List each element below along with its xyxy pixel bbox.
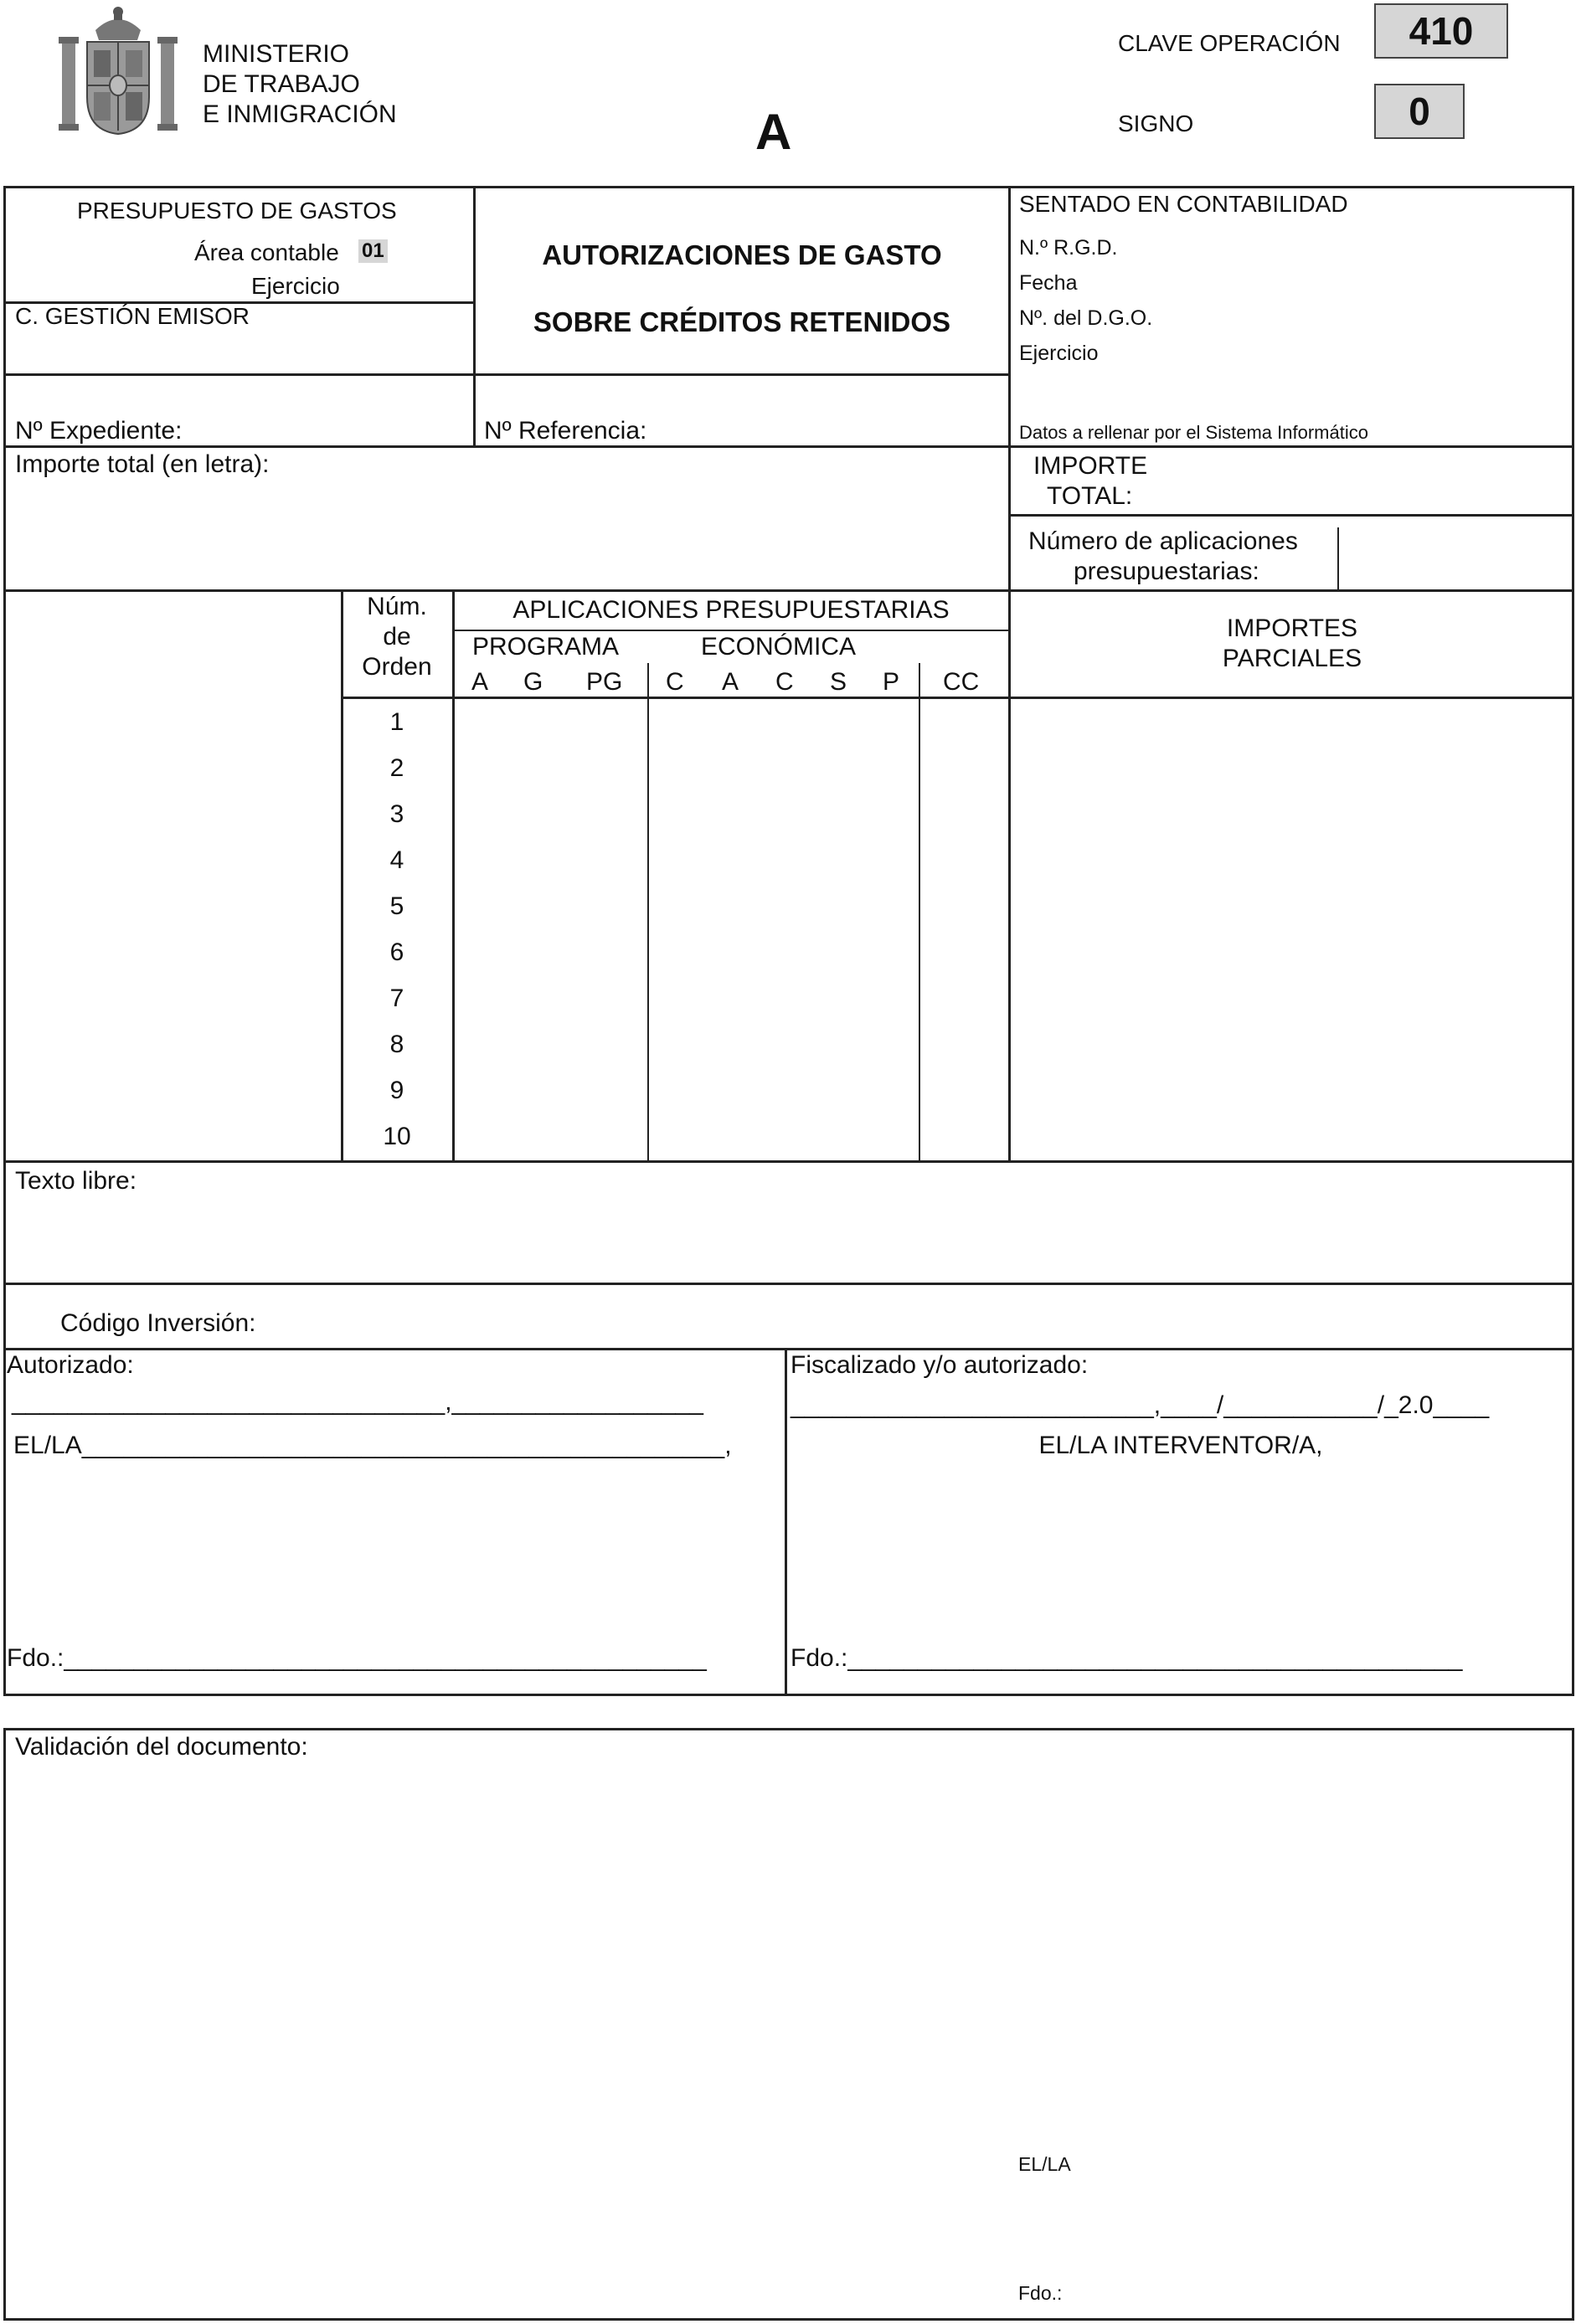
fdo-left-line: Fdo.:______________________________________________: [7, 1644, 707, 1672]
divider: [647, 663, 649, 1162]
row-number: 5: [389, 892, 404, 920]
row-number: 6: [389, 938, 404, 966]
divider: [3, 1160, 1574, 1163]
main-form-frame: [3, 186, 1574, 1696]
col-header-c2: C: [775, 668, 794, 696]
row-number: 7: [389, 985, 404, 1012]
economica-header: ECONÓMICA: [701, 633, 857, 661]
ejercicio-label: Ejercicio: [251, 273, 340, 299]
fiscalizado-label: Fiscalizado y/o autorizado:: [791, 1351, 1089, 1379]
row-number: 8: [389, 1031, 404, 1058]
row-number: 4: [389, 846, 404, 874]
dgo-label: Nº. del D.G.O.: [1019, 306, 1153, 330]
num-orden-line-3: Orden: [362, 653, 432, 681]
divider: [452, 630, 1010, 631]
coat-of-arms-logo: [55, 5, 181, 137]
importes-parciales-line-1: IMPORTES: [1226, 614, 1358, 642]
clave-operacion-value: 410: [1374, 3, 1508, 59]
aplicaciones-header: APLICACIONES PRESUPUESTARIAS: [512, 596, 950, 624]
importes-parciales-line-2: PARCIALES: [1222, 645, 1362, 672]
ejercicio-right-label: Ejercicio: [1019, 342, 1099, 365]
divider: [3, 373, 1010, 376]
autorizado-label: Autorizado:: [7, 1351, 134, 1379]
sentado-contabilidad-label: SENTADO EN CONTABILIDAD: [1019, 191, 1348, 217]
col-header-a2: A: [722, 668, 739, 696]
importe-total-line-1: IMPORTE: [1033, 452, 1148, 480]
divider: [1008, 186, 1011, 1162]
num-aplicaciones-line-2: presupuestarias:: [1074, 558, 1259, 585]
clave-operacion-label: CLAVE OPERACIÓN: [1118, 30, 1341, 56]
ministry-line-1: MINISTERIO: [203, 40, 350, 68]
col-header-p: P: [883, 668, 900, 696]
row-number: 1: [389, 708, 404, 736]
divider: [3, 1348, 1574, 1350]
texto-libre-label: Texto libre:: [15, 1167, 137, 1195]
fecha-label: Fecha: [1019, 271, 1078, 295]
divider: [919, 663, 920, 1162]
form-letter: A: [755, 104, 792, 160]
num-aplicaciones-line-1: Número de aplicaciones: [1028, 527, 1298, 555]
validacion-label: Validación del documento:: [15, 1733, 308, 1761]
ministry-line-2: DE TRABAJO: [203, 70, 360, 98]
col-header-cc: CC: [943, 668, 980, 696]
divider: [3, 445, 1574, 448]
expediente-label: Nº Expediente:: [15, 417, 183, 445]
fiscalizado-place-date-line: __________________________,____/___________/_2.0____: [791, 1391, 1490, 1419]
divider: [1337, 527, 1339, 591]
form-title-line-1: AUTORIZACIONES DE GASTO: [542, 239, 942, 270]
validacion-frame: [3, 1728, 1574, 2321]
ministry-line-3: E INMIGRACIÓN: [203, 100, 397, 128]
divider: [341, 697, 1574, 699]
el-la-line: EL/LA______________________________________________,: [13, 1432, 732, 1459]
num-orden-line-2: de: [383, 623, 411, 650]
row-number: 9: [389, 1077, 404, 1104]
autorizado-place-date-line: _______________________________,__________________: [12, 1388, 703, 1416]
row-number: 2: [389, 754, 404, 782]
importe-letra-label: Importe total (en letra):: [15, 450, 270, 478]
col-header-s: S: [830, 668, 847, 696]
fdo-right-line: Fdo.:____________________________________________: [791, 1644, 1463, 1672]
codigo-inversion-label: Código Inversión:: [60, 1309, 256, 1337]
form-title-line-2: SOBRE CRÉDITOS RETENIDOS: [533, 306, 951, 337]
sistema-informatico-note: Datos a rellenar por el Sistema Informático: [1019, 422, 1368, 443]
gestion-emisor-label: C. GESTIÓN EMISOR: [15, 303, 250, 329]
area-contable-value: 01: [358, 239, 388, 263]
signo-value: 0: [1374, 84, 1465, 139]
validacion-el-la-label: EL/LA: [1018, 2153, 1071, 2175]
col-header-pg: PG: [586, 668, 623, 696]
col-header-c: C: [666, 668, 684, 696]
num-orden-line-1: Núm.: [367, 593, 427, 620]
programa-header: PROGRAMA: [472, 633, 620, 661]
rgd-label: N.º R.G.D.: [1019, 236, 1118, 260]
divider: [452, 589, 455, 1162]
divider: [1008, 514, 1574, 517]
interventor-label: EL/LA INTERVENTOR/A,: [1038, 1432, 1323, 1459]
col-header-a: A: [471, 668, 489, 696]
importe-total-line-2: TOTAL:: [1047, 482, 1133, 510]
referencia-label: Nº Referencia:: [484, 417, 647, 445]
row-number: 3: [389, 800, 404, 828]
area-contable-label: Área contable: [194, 239, 339, 265]
col-header-g: G: [523, 668, 543, 696]
validacion-fdo-label: Fdo.:: [1018, 2282, 1063, 2304]
presupuesto-gastos-label: PRESUPUESTO DE GASTOS: [77, 198, 397, 224]
signo-label: SIGNO: [1118, 111, 1194, 136]
row-number: 10: [383, 1123, 411, 1150]
divider: [3, 1283, 1574, 1285]
divider: [785, 1348, 787, 1696]
